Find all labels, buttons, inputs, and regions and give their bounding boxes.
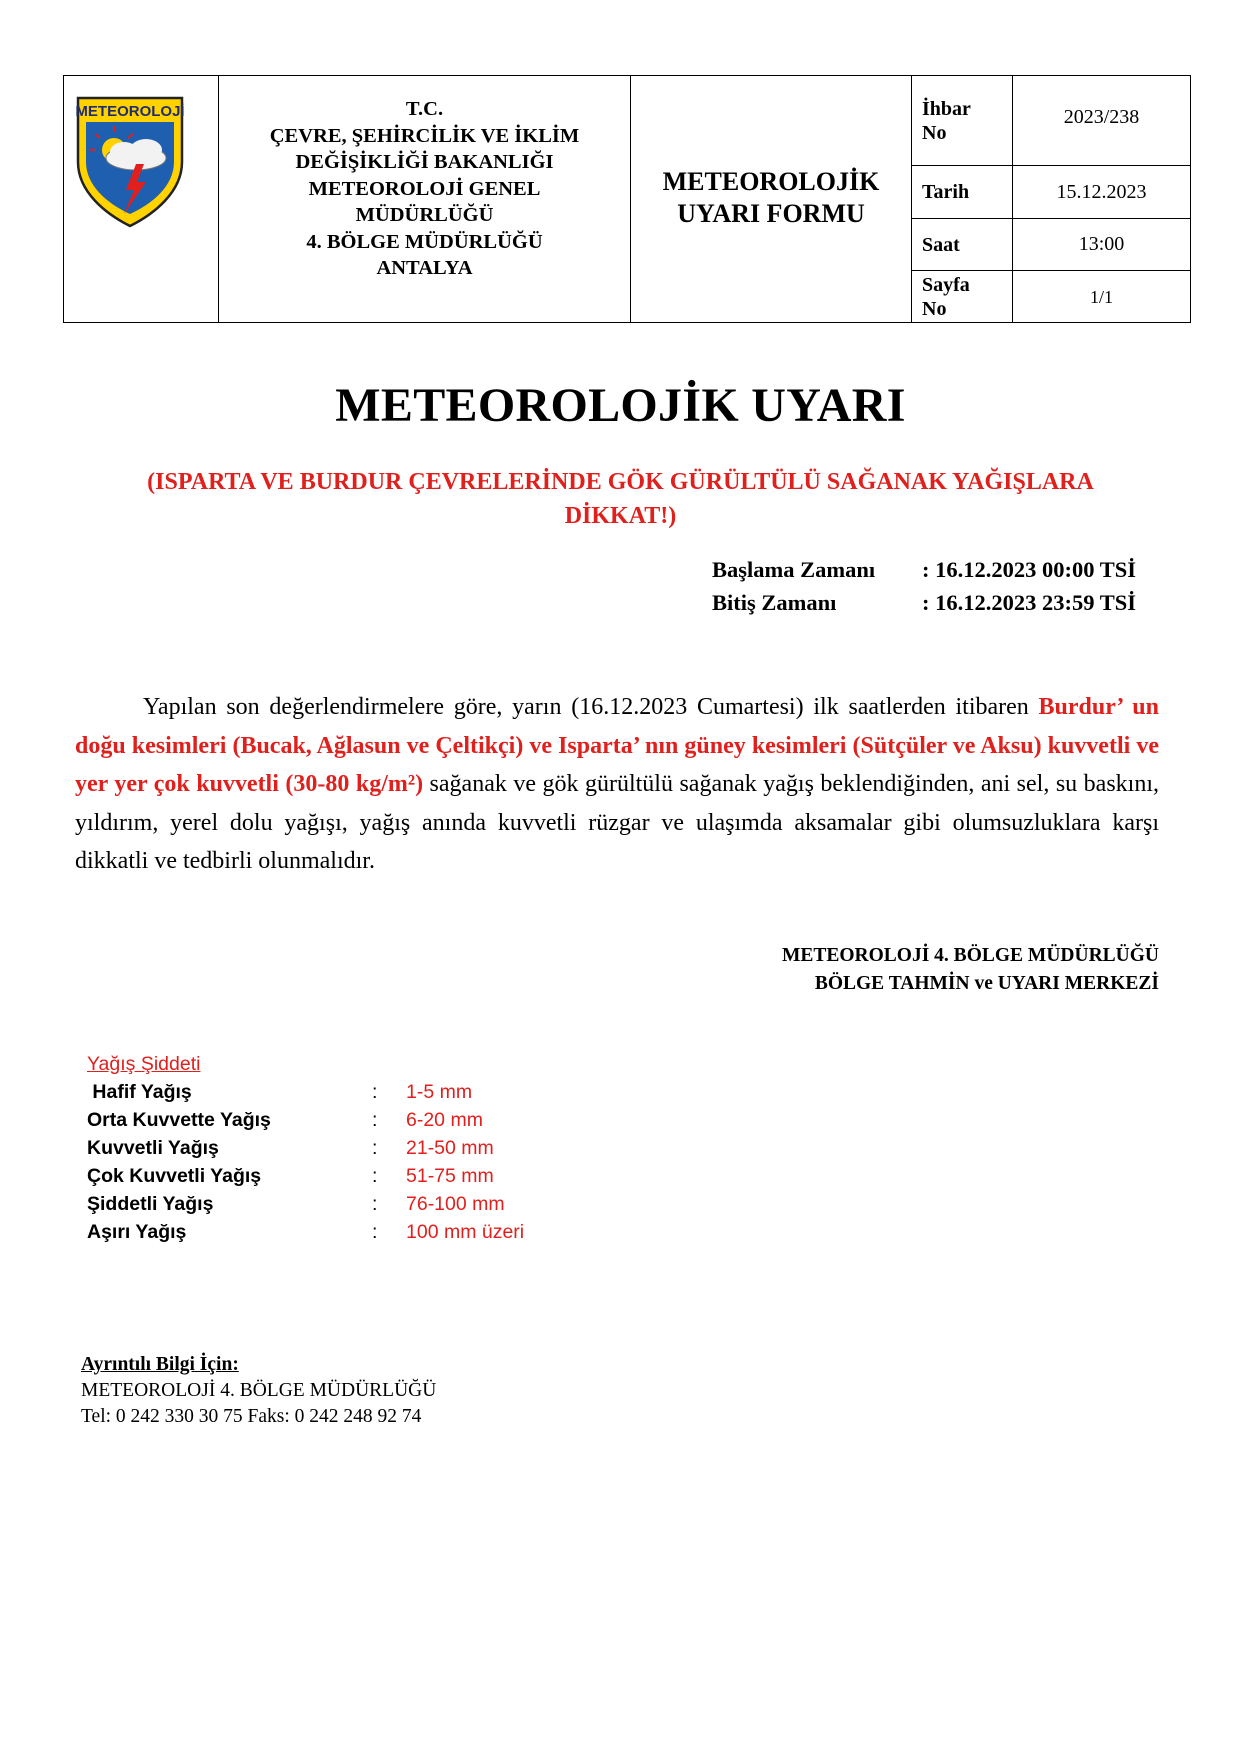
contact-block <box>81 1352 436 1430</box>
severity-row <box>87 1218 524 1246</box>
meta-row-saat <box>912 219 1190 271</box>
severity-row <box>87 1106 524 1134</box>
org-line: T.C. <box>405 98 444 120</box>
paragraph-intro: Yapılan son değerlendirmelere göre, yarın (16.12.2023 Cumartesi) ilk saatlerden itibaren <box>143 694 1039 720</box>
signature-block <box>782 942 1159 998</box>
sayfa-value: 1/1 <box>1089 286 1113 307</box>
org-line: METEOROLOJİ GENEL <box>308 177 541 200</box>
end-time-label: Bitiş Zamanı <box>712 590 837 615</box>
logo-text: METEOROLOJİ <box>75 103 185 120</box>
warning-body-paragraph <box>75 688 1159 881</box>
severity-colon: : <box>372 1137 378 1159</box>
meta-cell <box>912 76 1190 322</box>
meta-row-ihbar <box>912 76 1190 166</box>
ihbar-label <box>912 76 1013 165</box>
severity-value: 76-100 mm <box>406 1193 505 1215</box>
sayfa-label <box>912 271 1013 323</box>
sayfa-label-line: No <box>922 298 947 320</box>
org-line: DEĞİŞİKLİĞİ BAKANLIĞI <box>295 151 554 173</box>
form-title-cell <box>631 76 912 322</box>
signature-line: BÖLGE TAHMİN ve UYARI MERKEZİ <box>814 973 1159 994</box>
ihbar-label-line: No <box>922 121 947 144</box>
organization-name <box>219 96 630 282</box>
severity-title: Yağış Şiddeti <box>87 1053 201 1075</box>
tarih-value: 15.12.2023 <box>1056 180 1147 203</box>
sayfa-label-line: Sayfa <box>922 274 970 296</box>
severity-value: 100 mm üzeri <box>406 1221 525 1243</box>
paragraph-outro: sağanak ve gök gürültülü sağanak yağış beklendiğinden, ani sel, su baskını, yıldırım, yerel dolu yağışı, yağış anında kuvvetli rüzgar ve ulaşımda aksamalar gibi olumsuzluklara karşı dikkatli ve tedbirli olunmalıdır. <box>75 771 1159 874</box>
form-title-line: METEOROLOJİK <box>662 167 880 196</box>
meta-row-sayfa <box>912 271 1190 323</box>
header-table <box>63 75 1191 323</box>
tarih-label: Tarih <box>912 166 1013 218</box>
org-line: MÜDÜRLÜĞÜ <box>355 204 494 226</box>
document-title: METEOROLOJİK UYARI <box>335 379 906 432</box>
org-line: 4. BÖLGE MÜDÜRLÜĞÜ <box>306 230 543 253</box>
start-time-label: Başlama Zamanı <box>712 557 876 582</box>
signature-line: METEOROLOJİ 4. BÖLGE MÜDÜRLÜĞÜ <box>781 945 1159 966</box>
contact-office: METEOROLOJİ 4. BÖLGE MÜDÜRLÜĞÜ <box>81 1380 437 1401</box>
end-time-value: : 16.12.2023 23:59 TSİ <box>922 590 1136 615</box>
severity-row <box>87 1078 524 1106</box>
warning-subtitle <box>60 465 1181 533</box>
contact-phone-fax: Tel: 0 242 330 30 75 Faks: 0 242 248 92 74 <box>81 1406 422 1427</box>
form-title <box>631 166 911 230</box>
saat-value: 13:00 <box>1078 233 1125 255</box>
rain-severity-legend <box>87 1051 524 1246</box>
severity-colon: : <box>372 1193 378 1215</box>
severity-name: Şiddetli Yağış <box>87 1193 214 1215</box>
severity-colon: : <box>372 1165 378 1187</box>
severity-row <box>87 1162 524 1190</box>
severity-name: Hafif Yağış <box>87 1081 192 1103</box>
severity-name: Aşırı Yağış <box>87 1221 187 1243</box>
severity-name: Orta Kuvvette Yağış <box>87 1109 271 1131</box>
severity-value: 51-75 mm <box>406 1165 494 1187</box>
contact-heading: Ayrıntılı Bilgi İçin: <box>81 1354 239 1375</box>
severity-row <box>87 1190 524 1218</box>
severity-value: 1-5 mm <box>406 1081 473 1103</box>
subtitle-line: (ISPARTA VE BURDUR ÇEVRELERİNDE GÖK GÜRÜLTÜLÜ SAĞANAK YAĞIŞLARA <box>147 469 1094 495</box>
org-line: ÇEVRE, ŞEHİRCİLİK VE İKLİM <box>269 124 580 147</box>
meteoroloji-logo <box>74 92 186 228</box>
start-time-row <box>712 557 1136 590</box>
end-time-row <box>712 590 1136 623</box>
ihbar-value: 2023/238 <box>1063 106 1140 128</box>
severity-row <box>87 1134 524 1162</box>
severity-colon: : <box>372 1081 378 1103</box>
severity-value: 6-20 mm <box>406 1109 483 1131</box>
ihbar-label-line: İhbar <box>922 97 971 120</box>
paragraph-highlight: Burdur’ un doğu kesimleri (Bucak, Ağlasun ve Çeltikçi) ve Isparta’ nın güney kesimleri (Sütçüler ve Aksu) kuvvetli ve yer yer çok kuvvetli (30-80 kg/m²) <box>75 694 1159 797</box>
logo-cell <box>64 76 219 322</box>
validity-times <box>712 557 1136 623</box>
severity-colon: : <box>372 1221 378 1243</box>
organization-cell <box>219 76 631 322</box>
severity-value: 21-50 mm <box>406 1137 494 1159</box>
meta-row-tarih <box>912 166 1190 219</box>
subtitle-line: DİKKAT!) <box>564 503 677 529</box>
form-title-line: UYARI FORMU <box>677 199 865 228</box>
org-line: ANTALYA <box>376 257 473 279</box>
start-time-value: : 16.12.2023 00:00 TSİ <box>922 557 1136 582</box>
severity-name: Çok Kuvvetli Yağış <box>87 1165 262 1187</box>
saat-label: Saat <box>912 219 1013 270</box>
severity-colon: : <box>372 1109 378 1131</box>
severity-name: Kuvvetli Yağış <box>87 1137 219 1159</box>
